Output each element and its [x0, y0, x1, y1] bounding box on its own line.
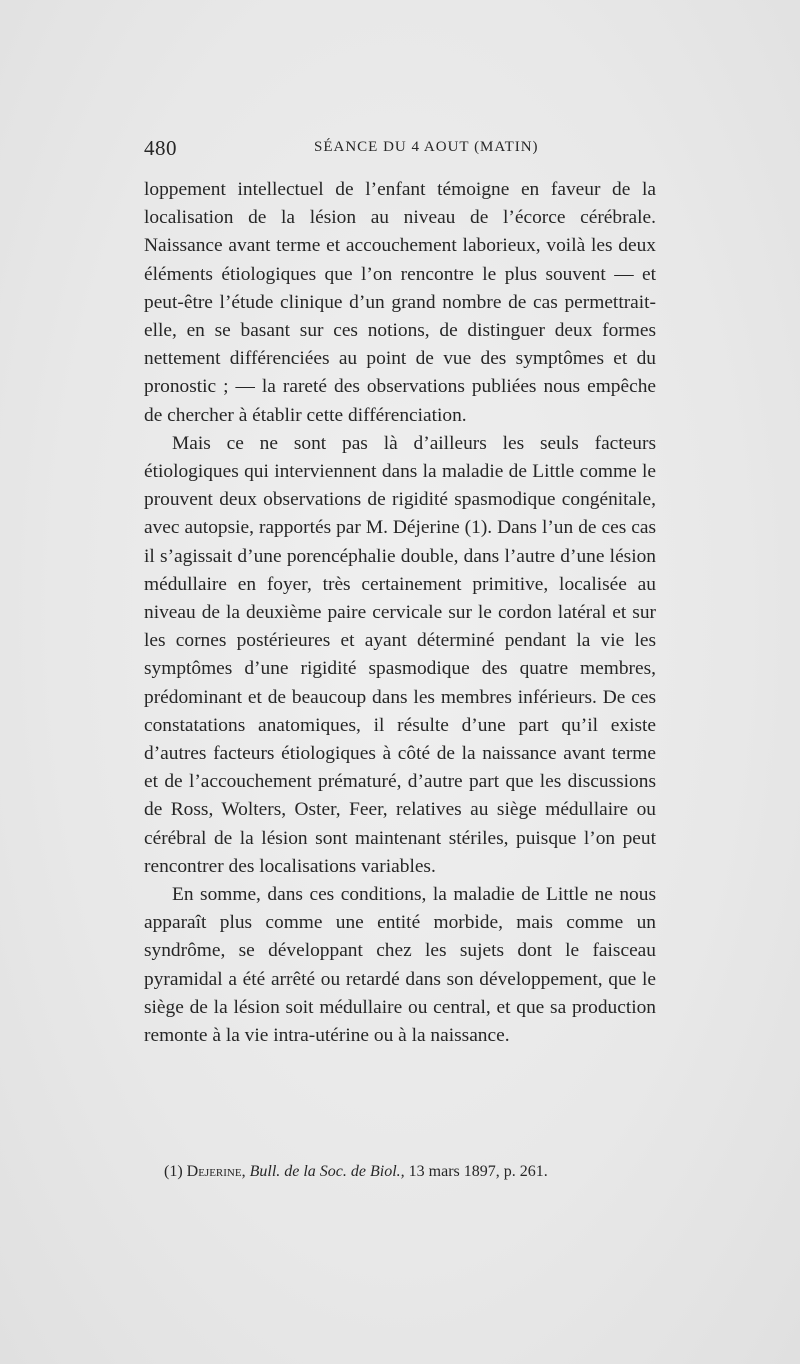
footnote-details: 13 mars 1897, p. 261.: [408, 1163, 548, 1180]
paragraph-3: En somme, dans ces conditions, la maladie de Little ne nous apparaît plus comme une entité morbide, mais comme un syndrôme, se développant chez les sujets dont le faisceau pyramidal a été arrêté ou retardé dans son développement, que le siège de la lésion soit médullaire ou central, et que sa production remonte à la vie intra-utérine ou à la naissance.: [144, 884, 656, 1047]
page-number: 480: [144, 136, 177, 160]
body-text: [144, 176, 656, 1050]
paragraph-1: loppement intellectuel de l’enfant témoigne en faveur de la localisation de la lésion au niveau de l’écorce cérébrale. Naissance avant terme et accouchement laborieux, voilà les deux éléments étiologiques que l’on rencontre le plus souvent — et peut-être l’étude clinique d’un grand nombre de cas permettrait-elle, en se basant sur ces notions, de distinguer deux formes nettement différenciées au point de vue des symptômes et du pronostic ; — la rareté des observations publiées nous empêche de chercher à établir cette différenciation.: [144, 179, 656, 426]
footnote-journal: Bull. de la Soc. de Biol.,: [249, 1163, 405, 1180]
running-head: SÉANCE DU 4 AOUT (MATIN): [314, 139, 539, 155]
footnote-marker: (1): [164, 1163, 183, 1180]
paragraph-2: Mais ce ne sont pas là d’ailleurs les seuls facteurs étiologiques qui interviennent dans la maladie de Little comme le prouvent deux observations de rigidité spasmodique congénitale, avec autopsie, rapportés par M. Déjerine (1). Dans l’un de ces cas il s’agissait d’une porencéphalie double, dans l’autre d’une lésion médullaire en foyer, très certainement primitive, localisée au niveau de la deuxième paire cervicale sur le cordon latéral et sur les cornes postérieures et ayant déterminé pendant la vie les symptômes d’une rigidité spasmodique des quatre membres, prédominant et de beaucoup dans les membres inférieurs. De ces constatations anatomiques, il résulte d’une part qu’il existe d’autres facteurs étiologiques à côté de la naissance avant terme et de l’accouchement prématuré, d’autre part que les discussions de Ross, Wolters, Oster, Feer, relatives au siège médullaire ou cérébral de la lésion sont maintenant stériles, puisque l’on peut rencontrer des localisations variables.: [144, 432, 656, 877]
footnote: [164, 1162, 664, 1182]
page-header: [144, 136, 656, 162]
footnote-author: Dejerine,: [186, 1163, 246, 1180]
